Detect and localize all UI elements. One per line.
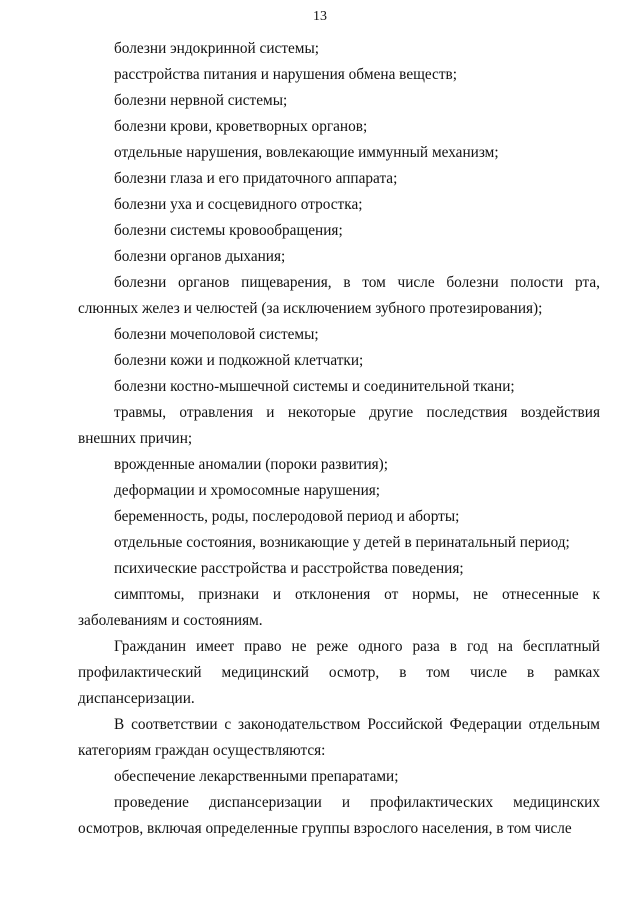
body-text bbox=[78, 36, 600, 842]
list-item: болезни крови, кроветворных органов; bbox=[114, 118, 368, 135]
list-item: травмы, отравления и некоторые другие последствия воздействия внешних причин; bbox=[78, 404, 600, 447]
list-item: врожденные аномалии (пороки развития); bbox=[114, 456, 389, 473]
list-item: болезни органов пищеварения, в том числе болезни полости рта, слюнных желез и челюстей (за исключением зубного протезирования); bbox=[78, 274, 600, 317]
list-item: проведение диспансеризации и профилактических медицинских осмотров, включая определенные группы взрослого населения, в том числе bbox=[78, 794, 600, 837]
list-item: болезни мочеполовой системы; bbox=[114, 326, 319, 343]
list-item: расстройства питания и нарушения обмена веществ; bbox=[114, 66, 457, 83]
list-item: болезни кожи и подкожной клетчатки; bbox=[114, 352, 364, 369]
list-item: симптомы, признаки и отклонения от нормы, не отнесенные к заболеваниям и состояниям. bbox=[78, 586, 600, 629]
list-item: отдельные состояния, возникающие у детей в перинатальный период; bbox=[114, 534, 570, 551]
paragraph-right-to-checkup: Гражданин имеет право не реже одного раза в год на бесплатный профилактический медицинский осмотр, в том числе в рамках диспансеризации. bbox=[78, 638, 600, 707]
list-item: болезни уха и сосцевидного отростка; bbox=[114, 196, 363, 213]
list-item: болезни нервной системы; bbox=[114, 92, 288, 109]
paragraph-categories-intro: В соответствии с законодательством Российской Федерации отдельным категориям граждан осуществляются: bbox=[78, 716, 600, 759]
list-item: болезни системы кровообращения; bbox=[114, 222, 343, 239]
list-item: болезни органов дыхания; bbox=[114, 248, 286, 265]
list-item: обеспечение лекарственными препаратами; bbox=[114, 768, 399, 785]
list-item: деформации и хромосомные нарушения; bbox=[114, 482, 381, 499]
list-item: психические расстройства и расстройства поведения; bbox=[114, 560, 464, 577]
list-item: болезни эндокринной системы; bbox=[114, 40, 320, 57]
list-item: отдельные нарушения, вовлекающие иммунный механизм; bbox=[114, 144, 499, 161]
list-item: беременность, роды, послеродовой период и аборты; bbox=[114, 508, 460, 525]
list-item: болезни глаза и его придаточного аппарата; bbox=[114, 170, 398, 187]
page-number: 13 bbox=[313, 9, 327, 24]
list-item: болезни костно-мышечной системы и соединительной ткани; bbox=[114, 378, 515, 395]
